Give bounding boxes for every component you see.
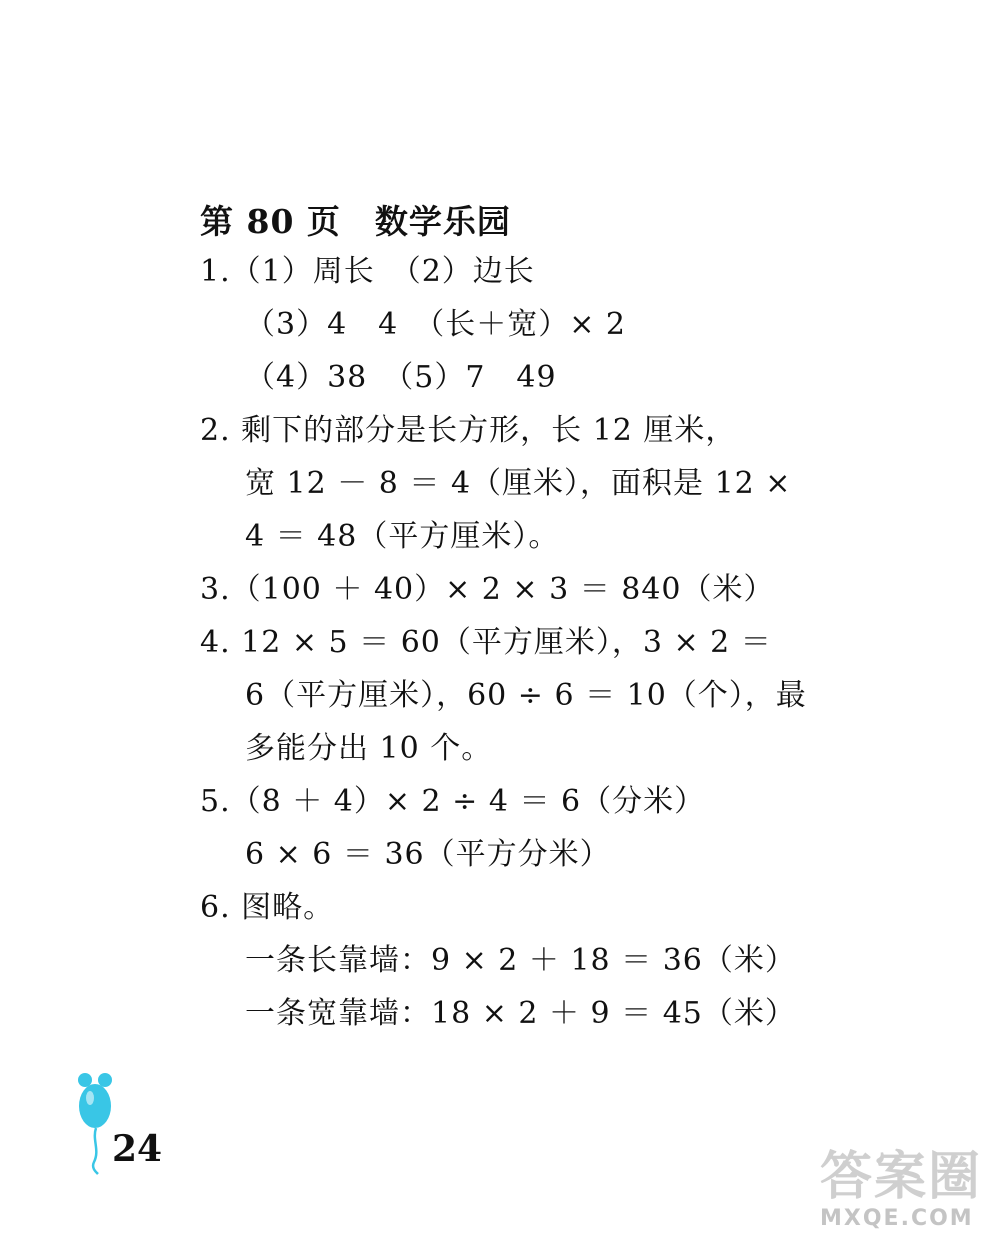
answer-line: 1.（1）周长 （2）边长 <box>200 254 535 289</box>
answer-line: 3.（100 ＋ 40）× 2 × 3 ＝ 840（米） <box>200 572 775 607</box>
answer-line: 一条长靠墙：9 × 2 ＋ 18 ＝ 36（米） <box>245 943 796 978</box>
answer-line: （4）38 （5）7 49 <box>245 360 557 395</box>
answer-line: （3）4 4 （长＋宽）× 2 <box>245 307 627 342</box>
watermark <box>820 1148 1000 1248</box>
watermark-url: MXQE.COM <box>820 1206 974 1231</box>
answer-line: 宽 12 － 8 ＝ 4（厘米），面积是 12 × <box>245 466 792 501</box>
answer-line: 一条宽靠墙：18 × 2 ＋ 9 ＝ 45（米） <box>245 996 796 1031</box>
page-label: 第 80 页 <box>200 202 341 241</box>
answer-line: 5.（8 ＋ 4）× 2 ÷ 4 ＝ 6（分米） <box>200 784 706 819</box>
answer-line: 6（平方厘米），60 ÷ 6 ＝ 10（个），最 <box>245 678 807 713</box>
watermark-logo-text: 答案圈 <box>820 1147 983 1207</box>
answer-line: 2. 剩下的部分是长方形，长 12 厘米， <box>200 413 737 448</box>
page-heading <box>200 196 511 243</box>
answer-line: 4 ＝ 48（平方厘米）。 <box>245 519 560 554</box>
answer-line: 6 × 6 ＝ 36（平方分米） <box>245 837 611 872</box>
page-number: 24 <box>112 1128 163 1170</box>
answer-line: 多能分出 10 个。 <box>245 731 493 766</box>
answer-line: 4. 12 × 5 ＝ 60（平方厘米），3 × 2 ＝ <box>200 625 772 660</box>
answer-line: 6. 图略。 <box>200 890 335 925</box>
section-title: 数学乐园 <box>374 202 511 241</box>
